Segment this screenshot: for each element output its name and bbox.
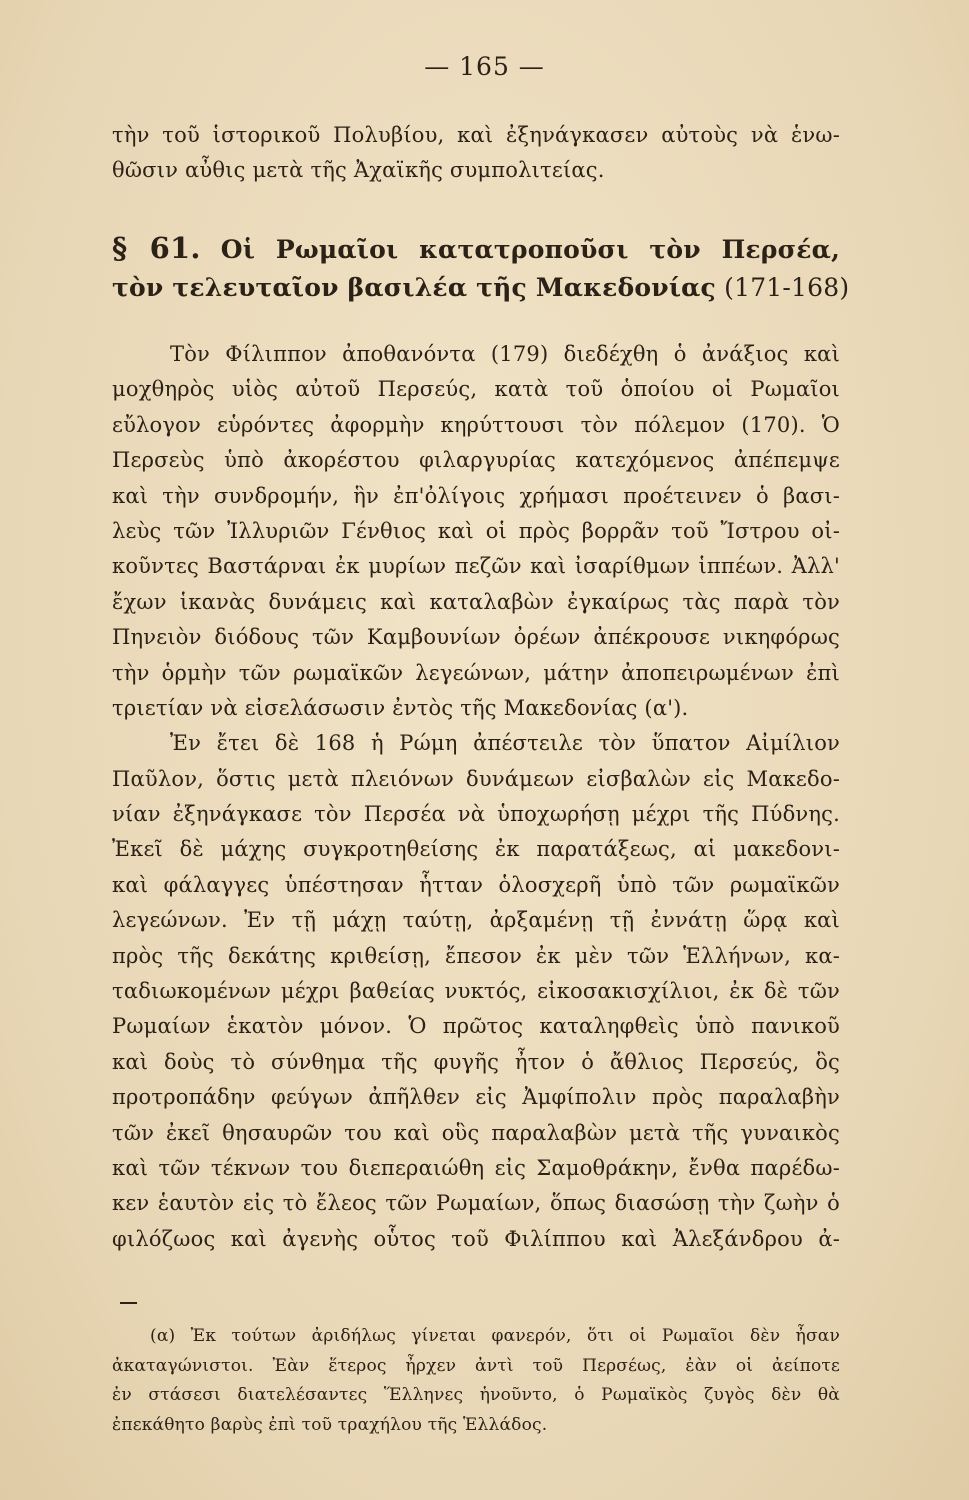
text-line: κεν ἑαυτὸν εἰς τὸ ἔλεος τῶν Ρωμαίων, ὅπως διασώσῃ τὴν ζωὴν ὁ [112, 1191, 840, 1216]
text-line: Ρωμαίων ἑκατὸν μόνον. Ὁ πρῶτος καταληφθεὶς ὑπὸ πανικοῦ [112, 1014, 840, 1039]
body-text [112, 337, 840, 1257]
text-line: θῶσιν αὖθις μετὰ τῆς Ἀχαϊκῆς συμπολιτείας. [112, 158, 605, 183]
footnote-line: ἀκαταγώνιστοι. Ἐὰν ἕτερος ἦρχεν ἀντὶ τοῦ Περσέως, ἐὰν οἱ ἀείποτε [112, 1355, 840, 1376]
text-line: καὶ δοὺς τὸ σύνθημα τῆς φυγῆς ἦτον ὁ ἄθλιος Περσεύς, ὃς [112, 1049, 840, 1074]
text-line: Ἐκεῖ δὲ μάχης συγκροτηθείσης ἐκ παρατάξεως, αἱ μακεδονι- [112, 837, 840, 862]
text-line: Τὸν Φίλιππον ἀποθανόντα (179) διεδέχθη ὁ ἀνάξιος καὶ [170, 342, 840, 366]
text-line: πρὸς τῆς δεκάτης κριθείσῃ, ἔπεσον ἐκ μὲν τῶν Ἑλλήνων, κα- [112, 943, 840, 968]
heading-line-1 [112, 228, 840, 268]
text-line: Ἐν ἔτει δὲ 168 ἡ Ρώμη ἀπέστειλε τὸν ὕπατον Αἰμίλιον [170, 731, 840, 756]
text-line: λεγεώνων. Ἐν τῇ μάχῃ ταύτῃ, ἀρξαμένῃ τῇ ἐννάτῃ ὥρᾳ καὶ [112, 908, 840, 933]
text-line: ἔχων ἱκανὰς δυνάμεις καὶ καταλαβὼν ἐγκαίρως τὰς παρὰ τὸν [112, 589, 840, 614]
continuation-paragraph [112, 118, 840, 189]
text-line: τῶν ἐκεῖ θησαυρῶν του καὶ οὓς παραλαβὼν μετὰ τῆς γυναικὸς [112, 1120, 840, 1145]
text-line: κοῦντες Βαστάρναι ἐκ μυρίων πεζῶν καὶ ἰσαρίθμων ἱππέων. Ἀλλ' [112, 554, 840, 579]
text-line: καὶ τὴν συνδρομήν, ἣν ἐπ'ὀλίγοις χρήμασι προέτεινεν ὁ βασι- [112, 483, 840, 508]
text-line: τριετίαν νὰ εἰσελάσωσιν ἐντὸς τῆς Μακεδονίας (α'). [112, 695, 689, 720]
text-line: μοχθηρὸς υἱὸς αὐτοῦ Περσεύς, κατὰ τοῦ ὁποίου οἱ Ρωμαῖοι [112, 377, 840, 402]
text-line: καὶ τῶν τέκνων του διεπεραιώθη εἰς Σαμοθράκην, ἔνθα παρέδω- [112, 1155, 840, 1180]
page-number: — 165 — [424, 52, 545, 81]
footnote-rule [120, 1302, 137, 1304]
footnote [112, 1322, 840, 1440]
heading-line-2 [112, 268, 850, 308]
text-line: Περσεὺς ὑπὸ ἀκορέστου φιλαργυρίας κατεχόμενος ἀπέπεμψε [112, 448, 840, 473]
text-line: εὔλογον εὑρόντες ἀφορμὴν κηρύττουσι τὸν πόλεμον (170). Ὁ [112, 412, 840, 437]
text-line: νίαν ἐξηνάγκασε τὸν Περσέα νὰ ὑποχωρήσῃ μέχρι τῆς Πύδνης. [112, 802, 840, 827]
text-line: Παῦλον, ὅστις μετὰ πλειόνων δυνάμεων εἰσβαλὼν εἰς Μακεδο- [112, 766, 840, 791]
text-line: Πηνειὸν διόδους τῶν Καμβουνίων ὀρέων ἀπέκρουσε νικηφόρως [112, 625, 840, 650]
section-title-continued: τὸν τελευταῖον βασιλέα τῆς Μακεδονίας [112, 273, 716, 302]
footnote-line: ἐν στάσεσι διατελέσαντες Ἕλληνες ἡνοῦντο, ὁ Ρωμαϊκὸς ζυγὸς δὲν θὰ [112, 1385, 840, 1405]
section-heading [112, 228, 850, 308]
text-line: φιλόζωος καὶ ἀγενὴς οὗτος τοῦ Φιλίππου καὶ Ἀλεξάνδρου ἀ- [112, 1226, 840, 1251]
text-line: καὶ φάλαγγες ὑπέστησαν ἧτταν ὁλοσχερῆ ὑπὸ τῶν ρωμαϊκῶν [112, 872, 840, 897]
text-line: τὴν ὁρμὴν τῶν ρωμαϊκῶν λεγεώνων, μάτην ἀποπειρωμένων ἐπὶ [112, 660, 840, 685]
text-line: προτροπάδην φεύγων ἀπῆλθεν εἰς Ἀμφίπολιν πρὸς παραλαβὴν [112, 1085, 840, 1110]
section-mark: § 61. [112, 231, 201, 265]
text-line: τὴν τοῦ ἱστορικοῦ Πολυβίου, καὶ ἐξηνάγκασεν αὐτοὺς νὰ ἑνω- [112, 123, 840, 147]
text-line: ταδιωκομένων μέχρι βαθείας νυκτός, εἰκοσακισχίλιοι, ἐκ δὲ τῶν [112, 979, 840, 1004]
footnote-line: ἐπεκάθητο βαρὺς ἐπὶ τοῦ τραχήλου τῆς Ἑλλάδος. [112, 1414, 548, 1435]
footnote-line: (α) Ἐκ τούτων ἀριδήλως γίνεται φανερόν, ὅτι οἱ Ρωμαῖοι δὲν ἦσαν [150, 1326, 840, 1346]
section-title: Οἱ Ρωμαῖοι κατατροποῦσι τὸν Περσέα, [220, 235, 840, 264]
section-dates: (171-168) [724, 273, 850, 302]
text-line: λεὺς τῶν Ἰλλυριῶν Γένθιος καὶ οἱ πρὸς βορρᾶν τοῦ Ἴστρου οἰ- [112, 518, 840, 543]
